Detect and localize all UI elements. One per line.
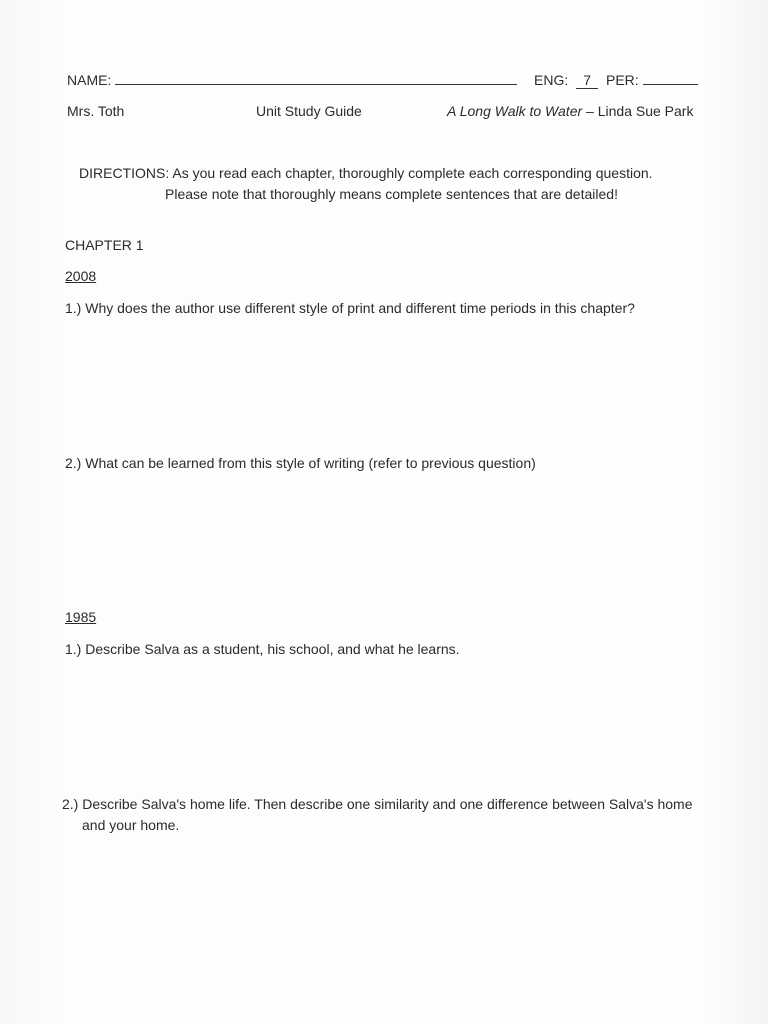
eng-value: 7	[576, 72, 598, 89]
eng-label: ENG:	[534, 72, 569, 88]
question-1985-2-continued: and your home.	[82, 817, 180, 833]
directions-label: DIRECTIONS:	[79, 165, 170, 181]
book-author: Linda Sue Park	[597, 103, 694, 119]
book-dash: –	[582, 103, 598, 119]
question-1985-2: 2.) Describe Salva's home life. Then describe one similarity and one difference between Salva's home	[62, 796, 693, 812]
question-1985-1: 1.) Describe Salva as a student, his school, and what he learns.	[65, 641, 460, 657]
directions-text-1: As you read each chapter, thoroughly complete each corresponding question.	[169, 165, 653, 181]
chapter-title: CHAPTER 1	[65, 237, 144, 253]
directions-line-1	[79, 165, 653, 181]
name-label: NAME:	[67, 72, 112, 88]
eng-row	[534, 72, 598, 89]
name-row	[67, 72, 517, 88]
per-label: PER:	[606, 72, 639, 88]
name-blank	[115, 84, 517, 85]
directions-line-2: Please note that thoroughly means complete sentences that are detailed!	[165, 186, 618, 202]
per-row	[606, 72, 698, 88]
per-blank	[643, 84, 698, 85]
book-info	[447, 103, 693, 119]
teacher-name: Mrs. Toth	[67, 103, 125, 119]
guide-title: Unit Study Guide	[256, 103, 362, 119]
section-year-1985: 1985	[65, 609, 97, 625]
book-title: A Long Walk to Water	[447, 103, 583, 119]
question-2008-2: 2.) What can be learned from this style of writing (refer to previous question)	[65, 455, 536, 471]
question-2008-1: 1.) Why does the author use different style of print and different time periods in this chapter?	[65, 300, 635, 316]
section-year-2008: 2008	[65, 268, 97, 284]
